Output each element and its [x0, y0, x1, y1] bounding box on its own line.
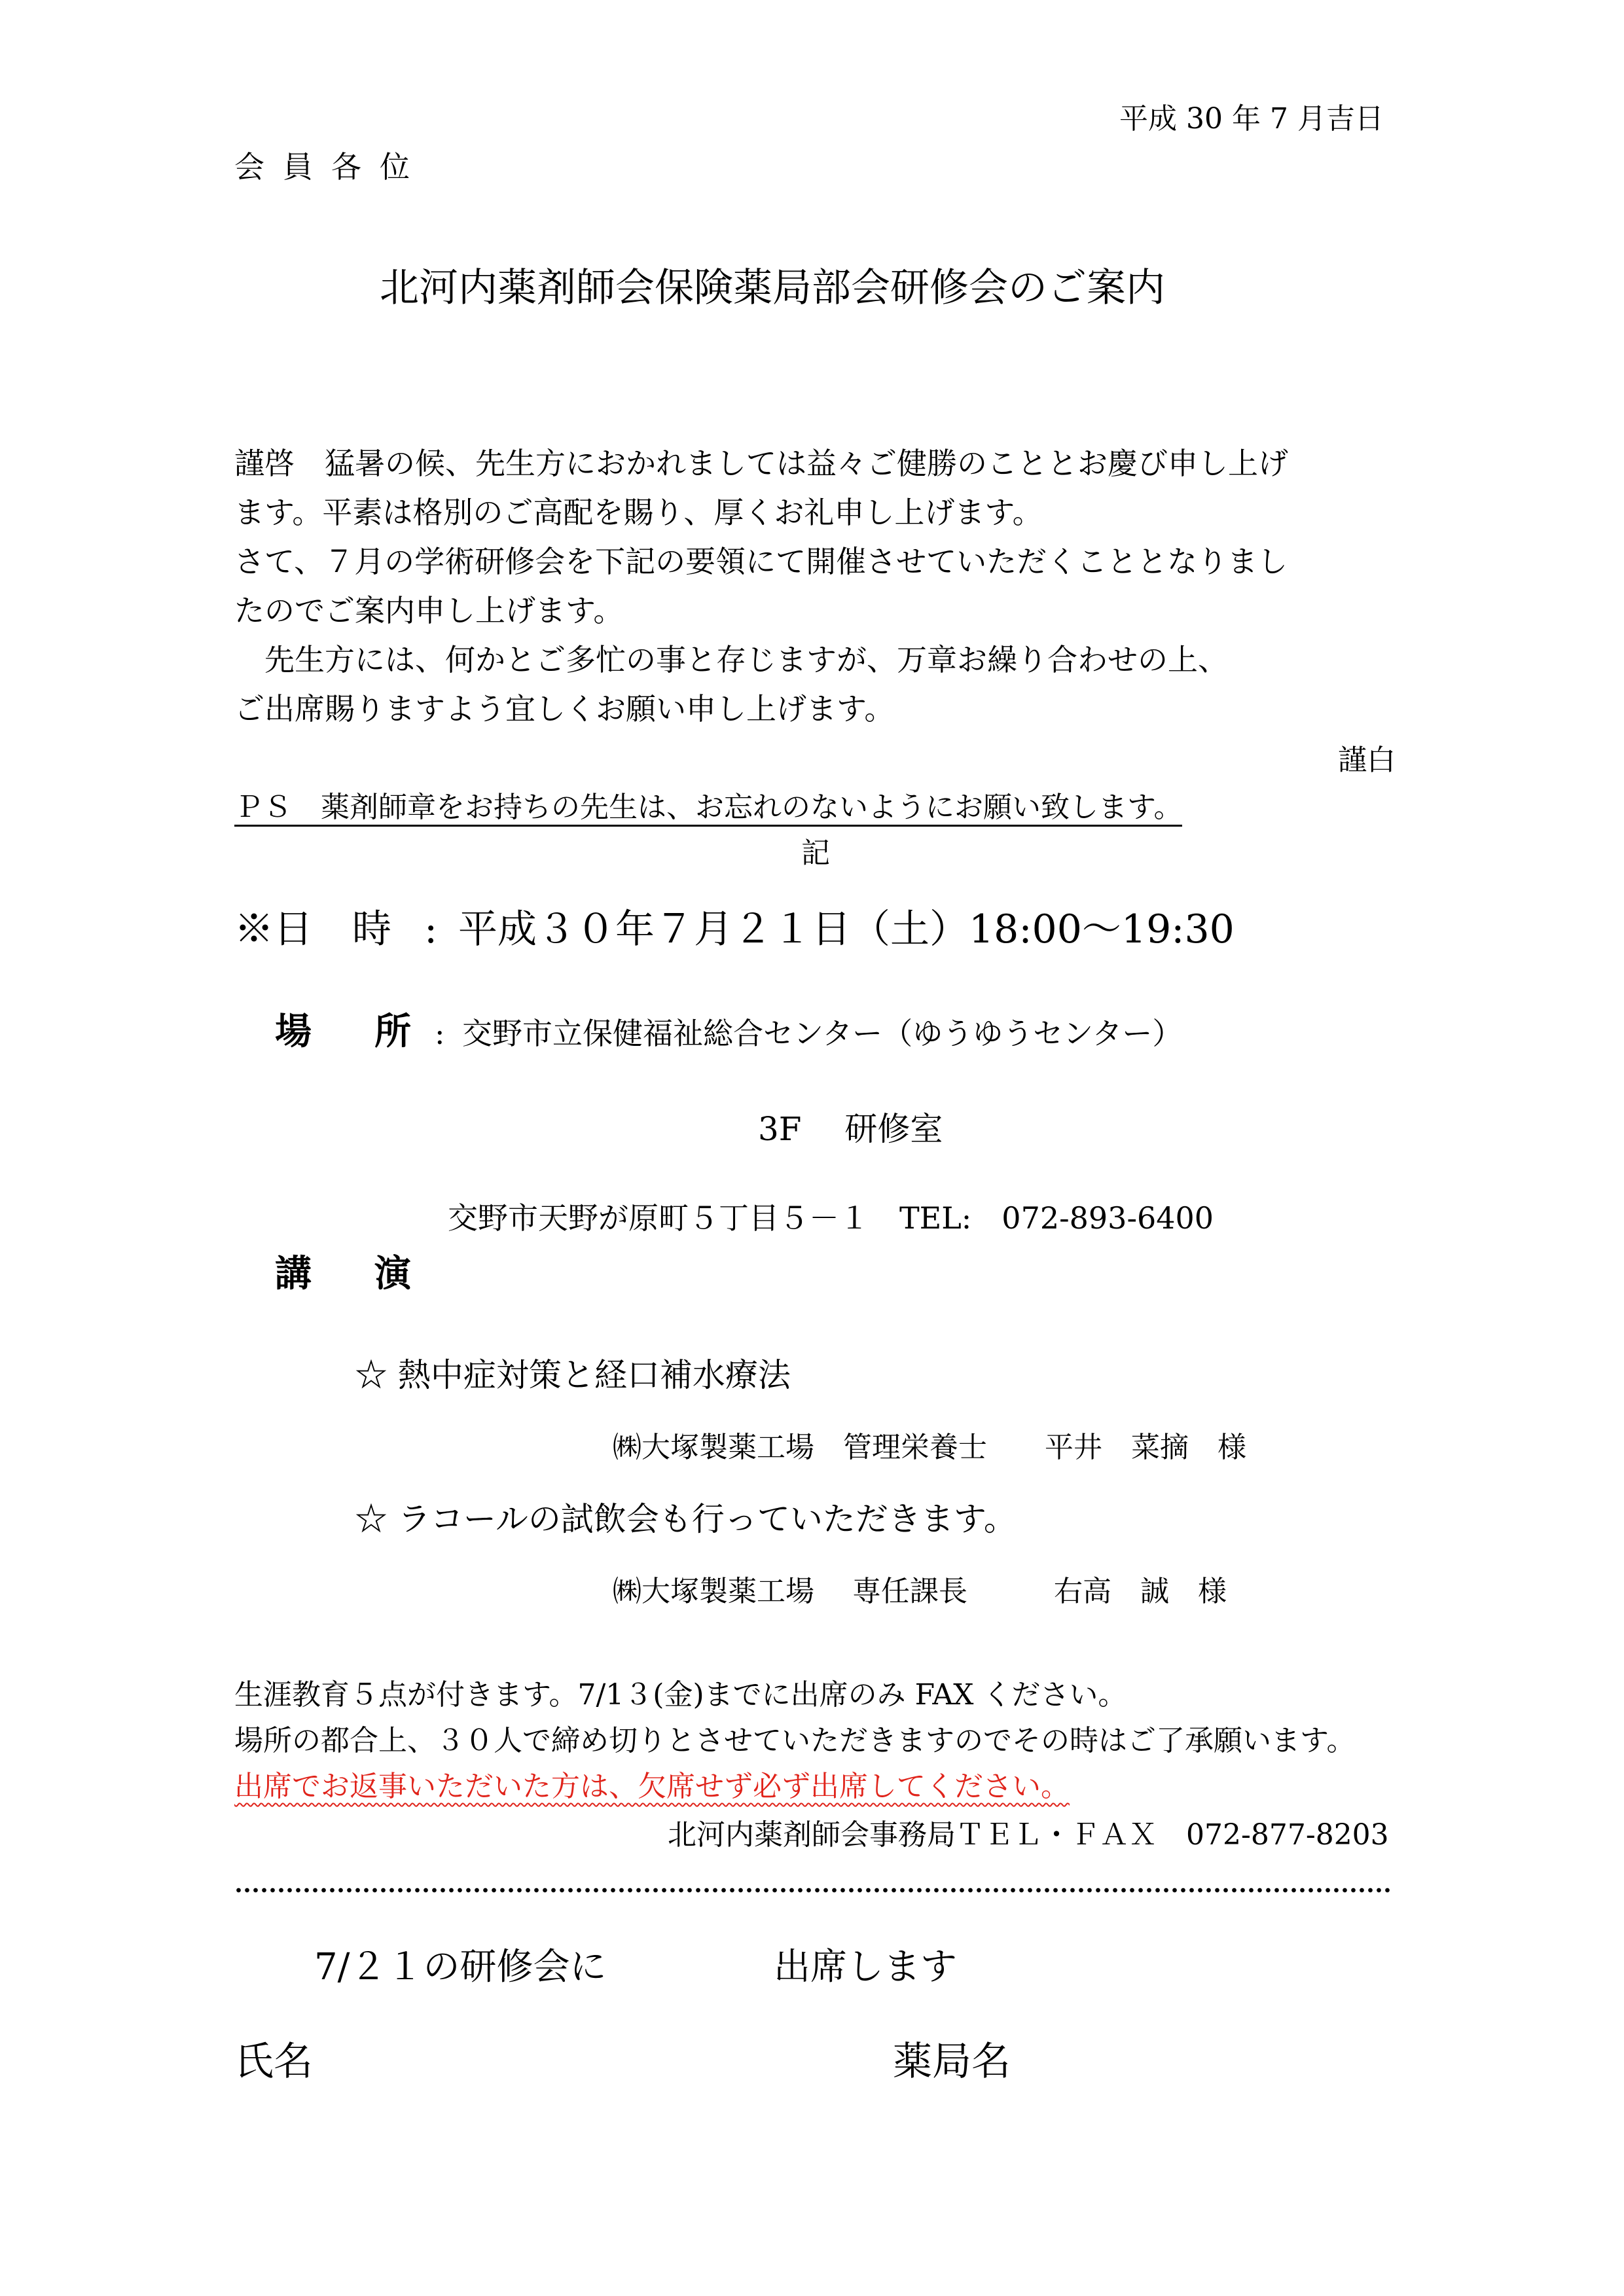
body-line: たのでご案内申し上げます。: [234, 593, 624, 628]
issue-date: 平成 30 年 7 月吉日: [1119, 102, 1384, 135]
body-line: ます。平素は格別のご高配を賜り、厚くお礼申し上げます。: [234, 495, 1043, 530]
addressee: 会員各位: [234, 149, 428, 185]
contact-info: 北河内薬剤師会事務局ＴＥＬ・ＦＡＸ 072-877-8203: [668, 1818, 1389, 1852]
place-separator: :: [435, 1016, 445, 1051]
attend-option[interactable]: 出席します: [774, 1946, 957, 1988]
cut-line-divider: [234, 1888, 1392, 1893]
closing-word: 謹白: [1338, 744, 1396, 777]
room-name: 3F 研修室: [758, 1110, 943, 1148]
datetime-label: ※日 時: [234, 906, 391, 952]
lecture-speaker: ㈱大塚製薬工場 管理栄養士 平井 菜摘 様: [613, 1431, 1246, 1464]
lecture-title: ☆ ラコールの試飲会も行っていただきます。: [355, 1500, 1017, 1538]
place-value: 交野市立保健福祉総合センター（ゆうゆうセンター）: [462, 1016, 1183, 1051]
reply-event-line: 7/２１の研修会に: [314, 1946, 607, 1988]
name-field-label: 氏名: [234, 2039, 313, 2085]
attendance-warning: 出席でお返事いただいた方は、欠席せず必ず出席してください。: [234, 1770, 1070, 1803]
ki-mark: 記: [801, 836, 830, 870]
document-title: 北河内薬剤師会保険薬局部会研修会のご案内: [380, 265, 1165, 311]
datetime-separator: :: [424, 906, 438, 952]
place-label: 場 所: [275, 1010, 424, 1053]
lecture-title: ☆ 熱中症対策と経口補水療法: [355, 1356, 791, 1394]
credit-note: 生涯教育５点が付きます。7/1３(金)までに出席のみ FAX ください。: [234, 1678, 1127, 1712]
datetime-value: 平成３０年７月２１日（土）18:00～19:30: [458, 906, 1235, 952]
body-line: 先生方には、何かとご多忙の事と存じますが、万章お繰り合わせの上、: [234, 642, 1228, 677]
capacity-note: 場所の都合上、３０人で締め切りとさせていただきますのでその時はご了承願います。: [234, 1724, 1356, 1757]
body-line: さて、７月の学術研修会を下記の要領にて開催させていただくこととなりまし: [234, 544, 1288, 579]
body-line: 謹啓 猛暑の候、先生方におかれましては益々ご健勝のこととお慶び申し上げ: [234, 446, 1288, 481]
ps-note: ＰＳ 薬剤師章をお持ちの先生は、お忘れのないようにお願い致します。: [234, 793, 1182, 827]
address-line: 交野市天野が原町５丁目５－１ TEL: 072-893-6400: [448, 1200, 1214, 1236]
lecture-label: 講 演: [275, 1252, 424, 1295]
pharmacy-field-label: 薬局名: [893, 2039, 1011, 2085]
lecture-speaker: ㈱大塚製薬工場 専任課長 右高 誠 様: [613, 1575, 1227, 1608]
body-line: ご出席賜りますよう宜しくお願い申し上げます。: [234, 691, 895, 726]
